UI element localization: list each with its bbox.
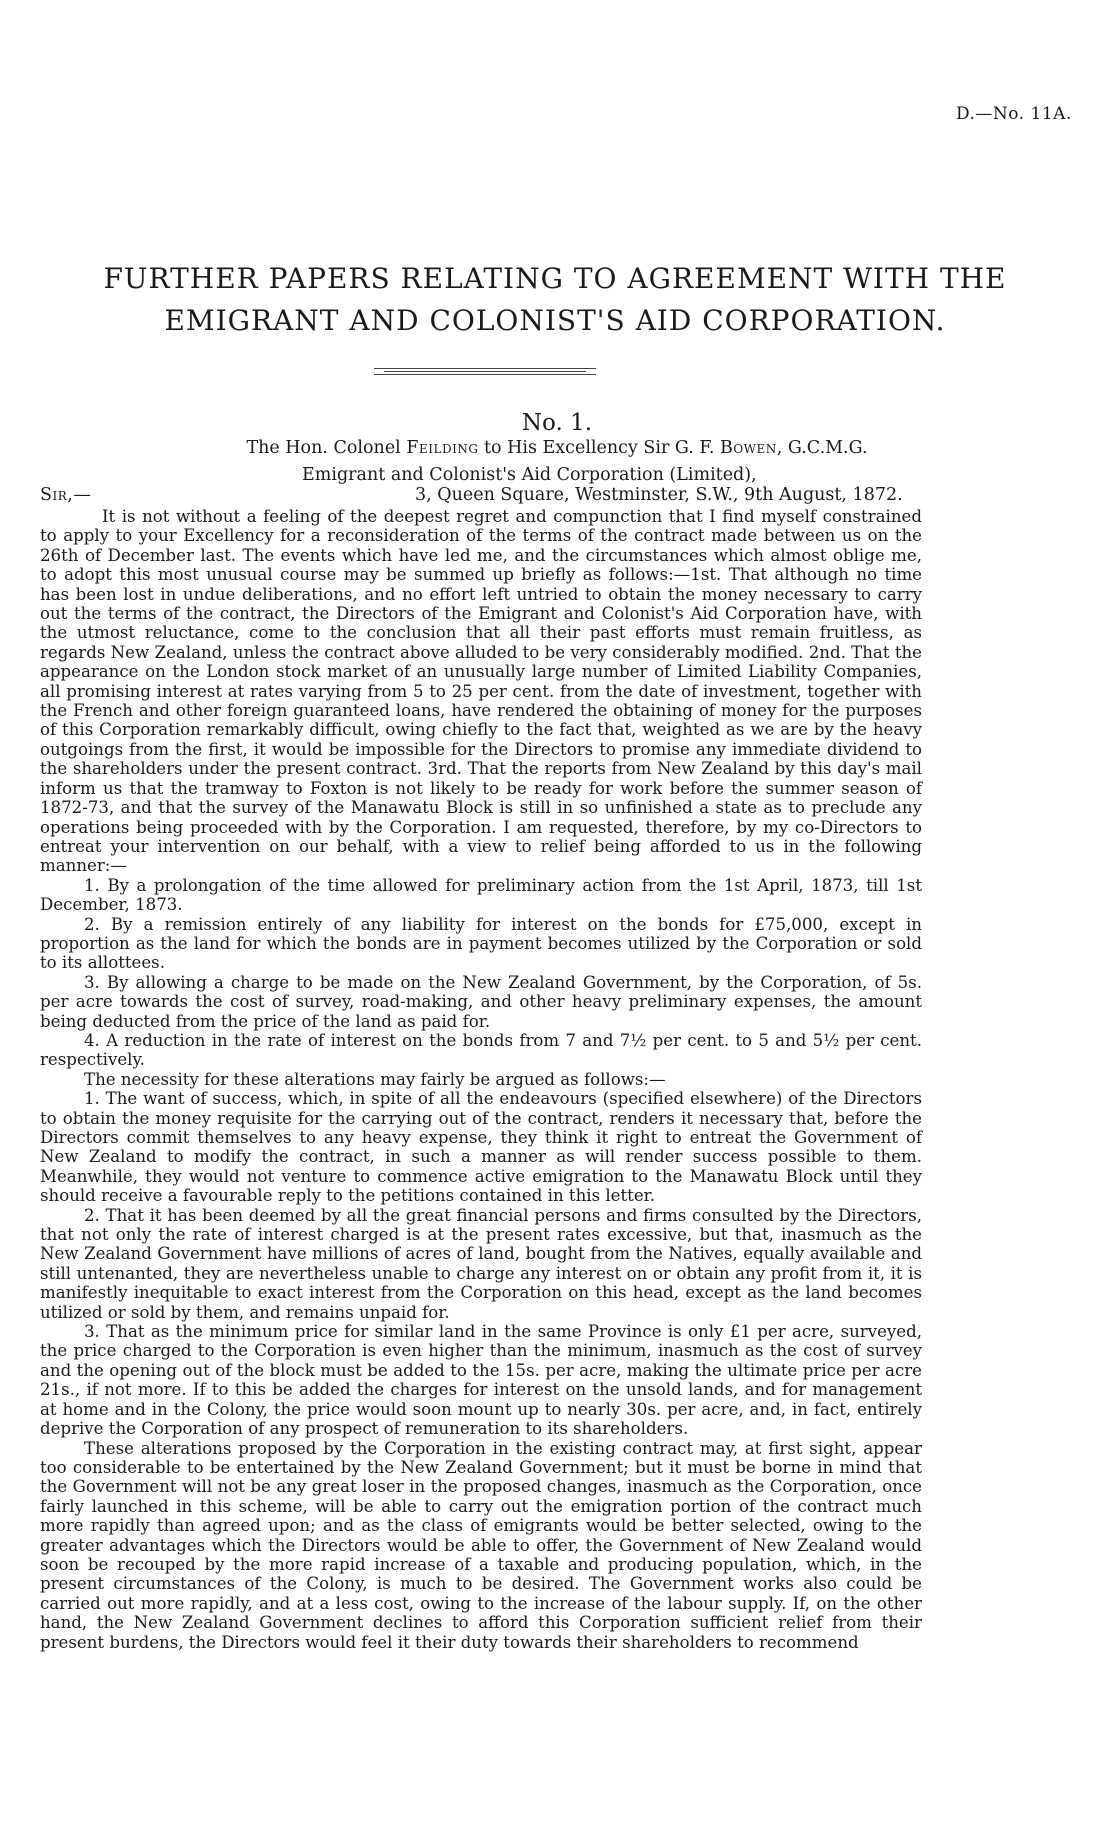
addressed-middle: to His Excellency Sir G. F. — [484, 438, 715, 458]
sender-name: Feilding — [406, 438, 479, 458]
decorative-rule — [374, 368, 596, 375]
document-reference: D.—No. 11A. — [956, 104, 1072, 124]
addressed-prefix: The Hon. Colonel — [246, 438, 401, 458]
paragraph: 3. That as the minimum price for similar land in the same Province is only £1 per acre, surveyed, the price charged to the Corporation is even higher than the minimum, inasmuch as the cost of survey and the opening out of the block must be added to the 15s. per acre, making the ultimate price per acre 21s., if not more. If to this be added the charges for interest on the unsold lands, and for management at home and in the Colony, the price would soon mount up to nearly 30s. per acre, and, in fact, entirely deprive the Corporation of any prospect of remuneration to its shareholders. — [40, 1322, 922, 1439]
paragraph: 4. A reduction in the rate of interest on the bonds from 7 and 7½ per cent. to 5 and 5½ per cent. respectively. — [40, 1030, 922, 1070]
addressed-suffix: , G.C.M.G. — [776, 438, 868, 458]
letter-addressed-line — [0, 438, 1114, 458]
title-line-1: FURTHER PAPERS RELATING TO AGREEMENT WITH THE — [103, 262, 1007, 295]
paragraph: It is not without a feeling of the deepest regret and compunction that I find myself constrained to apply to your Excellency for a reconsideration of the terms of the contract made between us on the 26th of December last. The events which have led me, and the circumstances which almost oblige me, to adopt this most unusual course may be summed up briefly as follows:—1st. That although no time has been lost in undue deliberations, and no effort left untried to obtain the money necessary to carry out the terms of the contract, the Directors of the Emigrant and Colonist's Aid Corporation have, with the utmost reluctance, come to the conclusion that all their past efforts must remain fruitless, as regards New Zealand, unless the contract above alluded to be very considerably modified. 2nd. That the appearance on the London stock market of an unusually large number of Limited Liability Companies, all promising interest at rates varying from 5 to 25 per cent. from the date of investment, together with the French and other foreign guaranteed loans, have rendered the obtaining of money for the purposes of this Corporation remarkably difficult, owing chiefly to the fact that, weighted as we are by the heavy outgoings from the first, it would be impossible for the Directors to promise any immediate dividend to the shareholders under the present contract. 3rd. That the reports from New Zealand by this day's mail inform us that the tramway to Foxton is not likely to be ready for work before the summer season of 1872-73, and that the survey of the Manawatu Block is still in so unfinished a state as to preclude any operations being proceeded with by the Corporation. I am requested, therefore, by my co-Directors to entreat your intervention on our behalf, with a view to relief being afforded to us in the following manner:— — [40, 507, 922, 876]
paragraph: These alterations proposed by the Corporation in the existing contract may, at first sight, appear too considerable to be entertained by the New Zealand Government; but it must be borne in mind that the Government will not be any great loser in the proposed changes, inasmuch as the Corporation, once fairly launched in this scheme, will be able to carry out the emigration portion of the contract much more rapidly than agreed upon; and as the class of emigrants would be better selected, owing to the greater advantages which the Directors would be able to offer, the Government of New Zealand would soon be recouped by the more rapid increase of a taxable and producing population, which, in the present circumstances of the Colony, is much to be desired. The Government works also could be carried out more rapidly, and at a less cost, owing to the increase of the labour supply. If, on the other hand, the New Zealand Government declines to afford this Corporation sufficient relief from their present burdens, the Directors would feel it their duty towards their shareholders to recommend — [40, 1438, 922, 1652]
paragraph: The necessity for these alterations may fairly be argued as follows:— — [84, 1069, 666, 1089]
paragraph: 1. By a prolongation of the time allowed for preliminary action from the 1st April, 1873, till 1st December, 1873. — [40, 875, 922, 915]
paragraph: 2. That it has been deemed by all the great financial persons and firms consulted by the Directors, that not only the rate of interest charged is at the present rates excessive, but that, inasmuch as the New Zealand Government have millions of acres of land, bought from the Natives, equally available and still untenanted, they are nevertheless unable to charge any interest on or obtain any profit from it, it is manifestly inequitable to exact interest from the Corporation on this head, except as the land becomes utilized or sold by them, and remains unpaid for. — [40, 1205, 922, 1322]
sender-address-line-2: 3, Queen Square, Westminster, S.W., 9th August, 1872. — [415, 485, 903, 505]
paragraph: 2. By a remission entirely of any liability for interest on the bonds for £75,000, except in proportion as the land for which the bonds are in payment becomes utilized by the Corporation or sold to its allottees. — [40, 914, 922, 973]
paragraph: 1. The want of success, which, in spite of all the endeavours (specified elsewhere) of the Directors to obtain the money requisite for the carrying out of the contract, renders it necessary that, before the Directors commit themselves to any heavy expense, they think it right to entreat the Government of New Zealand to modify the contract, in such a manner as will render success possible to them. Meanwhile, they would not venture to commence active emigration to the Manawatu Block until they should receive a favourable reply to the petitions contained in this letter. — [40, 1089, 922, 1206]
salutation: Sir,— — [40, 485, 92, 505]
title-line-2: EMIGRANT AND COLONIST'S AID CORPORATION. — [164, 304, 946, 337]
paragraph: 3. By allowing a charge to be made on the New Zealand Government, by the Corporation, of 5s. per acre towards the cost of survey, road-making, and other heavy preliminary expenses, the amount being deducted from the price of the land as paid for. — [40, 972, 922, 1031]
document-title — [60, 258, 1050, 342]
recipient-name: Bowen — [719, 438, 777, 458]
letter-body — [40, 507, 922, 1652]
letter-number: No. 1. — [521, 410, 593, 436]
sender-address-line-1: Emigrant and Colonist's Aid Corporation (Limited), — [302, 465, 757, 485]
